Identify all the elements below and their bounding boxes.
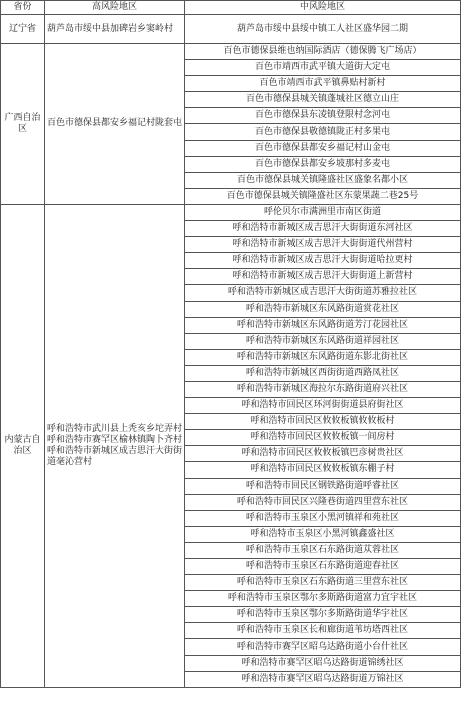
- mid-risk-cell: 百色市德保县都安乡坡那村多麦屯: [185, 156, 461, 172]
- high-risk-cell: 葫芦岛市绥中县加碑岩乡窦岭村: [45, 15, 185, 44]
- province-cell: 广西自治区: [1, 44, 45, 205]
- mid-risk-cell: 呼和浩特市回民区攸攸板镇东棚子村: [185, 462, 461, 478]
- mid-risk-cell: 呼和浩特市新城区东风路街道赏花社区: [185, 301, 461, 317]
- mid-risk-cell: 百色市靖西市武平镇鼻贴村新村: [185, 76, 461, 92]
- header-high-risk: 高风险地区: [45, 1, 185, 15]
- mid-risk-cell: 呼和浩特市回民区攸攸板镇攸攸板村: [185, 414, 461, 430]
- mid-risk-cell: 百色市德保县维也纳国际酒店（德保腾飞广场店）: [185, 44, 461, 60]
- mid-risk-cell: 百色市靖西市武平镇大道街大定屯: [185, 60, 461, 76]
- province-cell: 辽宁省: [1, 15, 45, 44]
- mid-risk-cell: 呼和浩特市新城区西街街道西路凤社区: [185, 365, 461, 381]
- header-mid-risk: 中风险地区: [185, 1, 461, 15]
- mid-risk-cell: 呼和浩特市回民区攸攸板镇一间房村: [185, 430, 461, 446]
- mid-risk-cell: 呼和浩特市新城区成吉思汗大街街道上新营村: [185, 269, 461, 285]
- table-row: [1, 44, 461, 60]
- mid-risk-cell: 呼和浩特市玉泉区石东路街道迎春社区: [185, 559, 461, 575]
- mid-risk-cell: 呼和浩特市新城区东风路街道祥园社区: [185, 333, 461, 349]
- mid-risk-cell: 百色市德保县城关镇隆盛社区东蒙果蔬二巷25号: [185, 188, 461, 204]
- high-risk-cell: 百色市德保县都安乡福记村陇套屯: [45, 44, 185, 205]
- mid-risk-cell: 呼和浩特市玉泉区长和廊街道苇坊塔西社区: [185, 623, 461, 639]
- mid-risk-cell: 呼和浩特市玉泉区鄂尔多斯路街道华宇社区: [185, 607, 461, 623]
- province-cell: 内蒙古自治区: [1, 204, 45, 687]
- mid-risk-cell: 呼和浩特市回民区环河街街道县府街社区: [185, 398, 461, 414]
- mid-risk-cell: 呼和浩特市赛罕区昭乌达路街道小台什社区: [185, 639, 461, 655]
- mid-risk-cell: 百色市德保县都安乡福记村山金屯: [185, 140, 461, 156]
- mid-risk-cell: 呼和浩特市赛罕区昭乌达路街道万锦社区: [185, 671, 461, 687]
- mid-risk-cell: 呼和浩特市新城区成吉思汗大街街道哈拉更村: [185, 253, 461, 269]
- mid-risk-cell: 呼和浩特市玉泉区鄂尔多斯路街道富力宜宇社区: [185, 591, 461, 607]
- table-row: [1, 204, 461, 220]
- mid-risk-cell: 葫芦岛市绥中县绥中镇工人社区盛华园二期: [185, 15, 461, 44]
- mid-risk-cell: 呼和浩特市新城区成吉思汗大街街道东河社区: [185, 221, 461, 237]
- mid-risk-cell: 呼和浩特市玉泉区石东路街道苁蓉社区: [185, 542, 461, 558]
- mid-risk-cell: 百色市德保县城关镇隆盛社区盛象名都小区: [185, 172, 461, 188]
- mid-risk-cell: 呼和浩特市赛罕区昭乌达路街道锦绣社区: [185, 655, 461, 671]
- mid-risk-cell: 呼和浩特市回民区攸攸板镇巴彦树贵社区: [185, 446, 461, 462]
- mid-risk-cell: 呼和浩特市回民区钢铁路街道呼睿社区: [185, 478, 461, 494]
- mid-risk-cell: 呼和浩特市新城区海拉尔东路街道府兴社区: [185, 381, 461, 397]
- table-body: [1, 15, 461, 688]
- mid-risk-cell: 呼和浩特市回民区兴隆巷街道四里营东社区: [185, 494, 461, 510]
- high-risk-cell: 呼和浩特市武川县上秃亥乡坨弄村 呼和浩特市赛罕区榆林镇陶卜齐村 呼和浩特市新城区成吉思汗大街街道毫沁营村: [45, 204, 185, 687]
- mid-risk-cell: 百色市德保县东凌镇登限村念河屯: [185, 108, 461, 124]
- mid-risk-cell: 呼和浩特市玉泉区小黑河镇鑫盛社区: [185, 526, 461, 542]
- mid-risk-cell: 呼和浩特市新城区东风路街道东影北街社区: [185, 349, 461, 365]
- header-row: [1, 1, 461, 15]
- mid-risk-cell: 百色市德保县城关镇蓬城社区德立山庄: [185, 92, 461, 108]
- mid-risk-cell: 呼和浩特市新城区东风路街道芳汀花园社区: [185, 317, 461, 333]
- mid-risk-cell: 呼和浩特市玉泉区石东路街道三里营东社区: [185, 575, 461, 591]
- mid-risk-cell: 百色市德保县敬德镇陇正村多果屯: [185, 124, 461, 140]
- header-province: 省份: [1, 1, 45, 15]
- table-row: [1, 15, 461, 44]
- mid-risk-cell: 呼和浩特市新城区成吉思汗大街街道苏雅拉社区: [185, 285, 461, 301]
- mid-risk-cell: 呼和浩特市玉泉区小黑河镇祥和苑社区: [185, 510, 461, 526]
- mid-risk-cell: 呼伦贝尔市满洲里市南区街道: [185, 204, 461, 220]
- mid-risk-cell: 呼和浩特市新城区成吉思汗大街街道代州营村: [185, 237, 461, 253]
